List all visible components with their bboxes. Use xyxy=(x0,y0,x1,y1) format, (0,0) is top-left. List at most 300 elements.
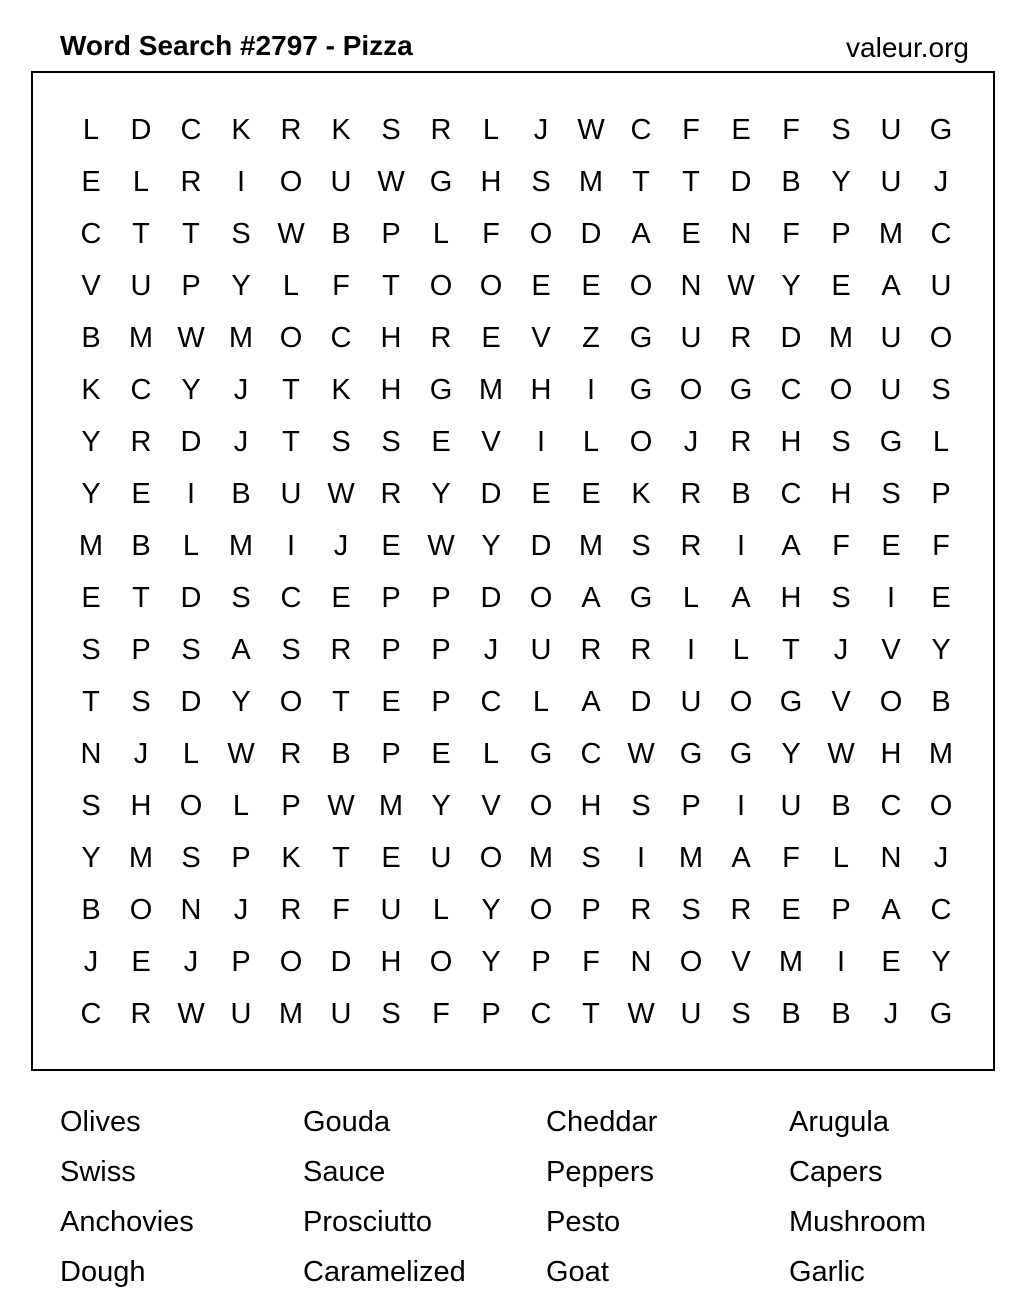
grid-cell[interactable]: W xyxy=(827,737,855,770)
grid-cell[interactable]: P xyxy=(231,841,251,874)
grid-cell[interactable]: F xyxy=(782,217,800,250)
grid-cell[interactable]: U xyxy=(780,789,802,822)
grid-cell[interactable]: P xyxy=(381,217,401,250)
grid-cell[interactable]: B xyxy=(931,685,951,718)
grid-cell[interactable]: U xyxy=(230,997,252,1030)
grid-cell[interactable]: B xyxy=(81,321,101,354)
grid-cell[interactable]: L xyxy=(482,113,500,146)
grid-cell[interactable]: T xyxy=(132,217,150,250)
grid-cell[interactable]: M xyxy=(678,841,704,874)
grid-cell[interactable]: Y xyxy=(831,165,851,198)
grid-cell[interactable]: M xyxy=(578,529,604,562)
grid-cell[interactable]: W xyxy=(377,165,405,198)
grid-cell[interactable]: U xyxy=(130,269,152,302)
grid-cell[interactable]: I xyxy=(836,945,846,978)
grid-cell[interactable]: S xyxy=(531,165,551,198)
grid-cell[interactable]: M xyxy=(478,373,504,406)
grid-cell[interactable]: B xyxy=(331,737,351,770)
grid-cell[interactable]: P xyxy=(931,477,951,510)
grid-cell[interactable]: I xyxy=(886,581,896,614)
grid-cell[interactable]: G xyxy=(729,737,753,770)
grid-cell[interactable]: V xyxy=(531,321,551,354)
grid-cell[interactable]: E xyxy=(131,945,151,978)
grid-cell[interactable]: S xyxy=(381,425,401,458)
grid-cell[interactable]: K xyxy=(631,477,651,510)
grid-cell[interactable]: E xyxy=(431,425,451,458)
grid-cell[interactable]: W xyxy=(727,269,755,302)
grid-cell[interactable]: Y xyxy=(481,529,501,562)
grid-cell[interactable]: O xyxy=(429,945,453,978)
grid-cell[interactable]: E xyxy=(931,581,951,614)
grid-cell[interactable]: R xyxy=(130,425,152,458)
grid-cell[interactable]: W xyxy=(327,789,355,822)
grid-cell[interactable]: Z xyxy=(582,321,600,354)
grid-cell[interactable]: M xyxy=(528,841,554,874)
grid-cell[interactable]: A xyxy=(631,217,651,250)
grid-cell[interactable]: R xyxy=(630,633,652,666)
grid-cell[interactable]: V xyxy=(731,945,751,978)
grid-cell[interactable]: N xyxy=(180,893,202,926)
grid-cell[interactable]: P xyxy=(831,893,851,926)
grid-cell[interactable]: J xyxy=(183,945,199,978)
grid-cell[interactable]: Y xyxy=(231,269,251,302)
grid-cell[interactable]: U xyxy=(880,373,902,406)
grid-cell[interactable]: C xyxy=(930,217,952,250)
grid-cell[interactable]: P xyxy=(131,633,151,666)
grid-cell[interactable]: P xyxy=(581,893,601,926)
grid-cell[interactable]: O xyxy=(279,165,303,198)
grid-cell[interactable]: I xyxy=(686,633,696,666)
grid-cell[interactable]: J xyxy=(833,633,849,666)
grid-cell[interactable]: F xyxy=(932,529,950,562)
grid-cell[interactable]: Y xyxy=(231,685,251,718)
grid-cell[interactable]: U xyxy=(680,685,702,718)
grid-cell[interactable]: H xyxy=(380,373,402,406)
grid-cell[interactable]: T xyxy=(332,841,350,874)
grid-cell[interactable]: M xyxy=(828,321,854,354)
grid-cell[interactable]: H xyxy=(380,945,402,978)
grid-cell[interactable]: Y xyxy=(931,633,951,666)
grid-cell[interactable]: A xyxy=(581,685,601,718)
grid-cell[interactable]: J xyxy=(883,997,899,1030)
grid-cell[interactable]: F xyxy=(682,113,700,146)
grid-cell[interactable]: T xyxy=(282,425,300,458)
grid-cell[interactable]: Y xyxy=(481,893,501,926)
grid-cell[interactable]: J xyxy=(933,165,949,198)
grid-cell[interactable]: T xyxy=(132,581,150,614)
grid-cell[interactable]: J xyxy=(233,893,249,926)
grid-cell[interactable]: G xyxy=(429,165,453,198)
grid-cell[interactable]: Y xyxy=(431,477,451,510)
grid-cell[interactable]: J xyxy=(333,529,349,562)
grid-cell[interactable]: G xyxy=(529,737,553,770)
grid-cell[interactable]: P xyxy=(431,633,451,666)
grid-cell[interactable]: S xyxy=(831,113,851,146)
grid-cell[interactable]: E xyxy=(431,737,451,770)
grid-cell[interactable]: W xyxy=(277,217,305,250)
grid-cell[interactable]: E xyxy=(381,529,401,562)
grid-cell[interactable]: L xyxy=(532,685,550,718)
grid-cell[interactable]: M xyxy=(128,321,154,354)
grid-cell[interactable]: O xyxy=(829,373,853,406)
grid-cell[interactable]: G xyxy=(629,321,653,354)
grid-cell[interactable]: E xyxy=(881,529,901,562)
grid-cell[interactable]: I xyxy=(736,529,746,562)
grid-cell[interactable]: R xyxy=(430,321,452,354)
grid-cell[interactable]: P xyxy=(381,737,401,770)
grid-cell[interactable]: B xyxy=(731,477,751,510)
grid-cell[interactable]: M xyxy=(228,529,254,562)
grid-cell[interactable]: C xyxy=(780,477,802,510)
grid-cell[interactable]: W xyxy=(627,737,655,770)
grid-cell[interactable]: O xyxy=(629,269,653,302)
grid-cell[interactable]: N xyxy=(680,269,702,302)
grid-cell[interactable]: F xyxy=(782,841,800,874)
grid-cell[interactable]: R xyxy=(380,477,402,510)
grid-cell[interactable]: T xyxy=(182,217,200,250)
grid-cell[interactable]: U xyxy=(880,165,902,198)
grid-cell[interactable]: O xyxy=(929,789,953,822)
grid-cell[interactable]: A xyxy=(881,893,901,926)
grid-cell[interactable]: S xyxy=(331,425,351,458)
grid-cell[interactable]: E xyxy=(381,685,401,718)
grid-cell[interactable]: J xyxy=(233,425,249,458)
grid-cell[interactable]: T xyxy=(332,685,350,718)
grid-cell[interactable]: W xyxy=(227,737,255,770)
grid-cell[interactable]: E xyxy=(381,841,401,874)
grid-cell[interactable]: O xyxy=(529,893,553,926)
grid-cell[interactable]: W xyxy=(627,997,655,1030)
grid-cell[interactable]: R xyxy=(430,113,452,146)
grid-cell[interactable]: J xyxy=(683,425,699,458)
grid-cell[interactable]: F xyxy=(332,269,350,302)
grid-cell[interactable]: L xyxy=(132,165,150,198)
grid-cell[interactable]: J xyxy=(133,737,149,770)
grid-cell[interactable]: V xyxy=(831,685,851,718)
grid-cell[interactable]: J xyxy=(933,841,949,874)
grid-cell[interactable]: I xyxy=(236,165,246,198)
grid-cell[interactable]: R xyxy=(730,321,752,354)
grid-cell[interactable]: G xyxy=(629,581,653,614)
grid-cell[interactable]: W xyxy=(577,113,605,146)
grid-cell[interactable]: F xyxy=(582,945,600,978)
grid-cell[interactable]: E xyxy=(481,321,501,354)
grid-cell[interactable]: L xyxy=(282,269,300,302)
grid-cell[interactable]: S xyxy=(681,893,701,926)
grid-cell[interactable]: R xyxy=(580,633,602,666)
grid-cell[interactable]: Y xyxy=(81,841,101,874)
grid-cell[interactable]: V xyxy=(481,425,501,458)
grid-cell[interactable]: S xyxy=(181,633,201,666)
grid-cell[interactable]: V xyxy=(81,269,101,302)
grid-cell[interactable]: A xyxy=(231,633,251,666)
grid-cell[interactable]: J xyxy=(483,633,499,666)
grid-cell[interactable]: U xyxy=(430,841,452,874)
grid-cell[interactable]: A xyxy=(781,529,801,562)
grid-cell[interactable]: S xyxy=(931,373,951,406)
grid-cell[interactable]: F xyxy=(332,893,350,926)
grid-cell[interactable]: A xyxy=(731,581,751,614)
grid-cell[interactable]: P xyxy=(181,269,201,302)
grid-cell[interactable]: O xyxy=(179,789,203,822)
grid-cell[interactable]: N xyxy=(630,945,652,978)
grid-cell[interactable]: R xyxy=(630,893,652,926)
grid-cell[interactable]: R xyxy=(730,893,752,926)
grid-cell[interactable]: J xyxy=(233,373,249,406)
grid-cell[interactable]: P xyxy=(531,945,551,978)
grid-cell[interactable]: H xyxy=(380,321,402,354)
grid-cell[interactable]: H xyxy=(530,373,552,406)
grid-cell[interactable]: E xyxy=(781,893,801,926)
grid-cell[interactable]: F xyxy=(782,113,800,146)
grid-cell[interactable]: W xyxy=(177,321,205,354)
grid-cell[interactable]: T xyxy=(282,373,300,406)
grid-cell[interactable]: D xyxy=(780,321,802,354)
grid-cell[interactable]: E xyxy=(331,581,351,614)
grid-cell[interactable]: R xyxy=(280,893,302,926)
grid-cell[interactable]: D xyxy=(330,945,352,978)
grid-cell[interactable]: N xyxy=(880,841,902,874)
grid-cell[interactable]: N xyxy=(80,737,102,770)
grid-cell[interactable]: P xyxy=(681,789,701,822)
grid-cell[interactable]: C xyxy=(530,997,552,1030)
grid-cell[interactable]: D xyxy=(480,477,502,510)
grid-cell[interactable]: O xyxy=(529,789,553,822)
grid-cell[interactable]: G xyxy=(629,373,653,406)
grid-cell[interactable]: S xyxy=(131,685,151,718)
grid-cell[interactable]: O xyxy=(279,945,303,978)
grid-cell[interactable]: V xyxy=(481,789,501,822)
grid-cell[interactable]: Y xyxy=(181,373,201,406)
grid-cell[interactable]: U xyxy=(280,477,302,510)
grid-cell[interactable]: Y xyxy=(81,425,101,458)
grid-cell[interactable]: B xyxy=(81,893,101,926)
grid-cell[interactable]: R xyxy=(280,113,302,146)
grid-cell[interactable]: O xyxy=(529,581,553,614)
grid-cell[interactable]: G xyxy=(779,685,803,718)
grid-cell[interactable]: U xyxy=(330,165,352,198)
grid-cell[interactable]: G xyxy=(729,373,753,406)
grid-cell[interactable]: L xyxy=(832,841,850,874)
grid-cell[interactable]: D xyxy=(180,581,202,614)
grid-cell[interactable]: T xyxy=(582,997,600,1030)
grid-cell[interactable]: S xyxy=(231,581,251,614)
grid-cell[interactable]: M xyxy=(578,165,604,198)
grid-cell[interactable]: U xyxy=(380,893,402,926)
grid-cell[interactable]: D xyxy=(730,165,752,198)
grid-cell[interactable]: W xyxy=(327,477,355,510)
grid-cell[interactable]: V xyxy=(881,633,901,666)
grid-cell[interactable]: U xyxy=(330,997,352,1030)
grid-cell[interactable]: U xyxy=(680,997,702,1030)
grid-cell[interactable]: K xyxy=(231,113,251,146)
grid-cell[interactable]: B xyxy=(831,789,851,822)
grid-cell[interactable]: J xyxy=(83,945,99,978)
grid-cell[interactable]: R xyxy=(680,529,702,562)
grid-cell[interactable]: O xyxy=(479,269,503,302)
grid-cell[interactable]: B xyxy=(231,477,251,510)
grid-cell[interactable]: S xyxy=(181,841,201,874)
grid-cell[interactable]: C xyxy=(630,113,652,146)
grid-cell[interactable]: K xyxy=(331,113,351,146)
grid-cell[interactable]: O xyxy=(679,373,703,406)
grid-cell[interactable]: S xyxy=(581,841,601,874)
grid-cell[interactable]: O xyxy=(729,685,753,718)
grid-cell[interactable]: P xyxy=(831,217,851,250)
grid-cell[interactable]: U xyxy=(880,113,902,146)
grid-cell[interactable]: S xyxy=(381,113,401,146)
grid-cell[interactable]: W xyxy=(177,997,205,1030)
grid-cell[interactable]: Y xyxy=(481,945,501,978)
grid-cell[interactable]: R xyxy=(280,737,302,770)
grid-cell[interactable]: H xyxy=(130,789,152,822)
grid-cell[interactable]: C xyxy=(130,373,152,406)
grid-cell[interactable]: C xyxy=(80,997,102,1030)
grid-cell[interactable]: H xyxy=(780,581,802,614)
grid-cell[interactable]: P xyxy=(231,945,251,978)
grid-cell[interactable]: L xyxy=(82,113,100,146)
grid-cell[interactable]: S xyxy=(881,477,901,510)
grid-cell[interactable]: L xyxy=(482,737,500,770)
grid-cell[interactable]: A xyxy=(881,269,901,302)
grid-cell[interactable]: S xyxy=(731,997,751,1030)
grid-cell[interactable]: G xyxy=(429,373,453,406)
grid-cell[interactable]: C xyxy=(80,217,102,250)
grid-cell[interactable]: W xyxy=(427,529,455,562)
grid-cell[interactable]: P xyxy=(481,997,501,1030)
grid-cell[interactable]: M xyxy=(778,945,804,978)
grid-cell[interactable]: L xyxy=(182,529,200,562)
grid-cell[interactable]: K xyxy=(331,373,351,406)
grid-cell[interactable]: M xyxy=(228,321,254,354)
grid-cell[interactable]: S xyxy=(831,581,851,614)
grid-cell[interactable]: E xyxy=(731,113,751,146)
grid-cell[interactable]: Y xyxy=(431,789,451,822)
grid-cell[interactable]: T xyxy=(682,165,700,198)
grid-cell[interactable]: S xyxy=(831,425,851,458)
grid-cell[interactable]: I xyxy=(286,529,296,562)
grid-cell[interactable]: G xyxy=(929,997,953,1030)
grid-cell[interactable]: G xyxy=(929,113,953,146)
grid-cell[interactable]: B xyxy=(781,997,801,1030)
grid-cell[interactable]: R xyxy=(730,425,752,458)
grid-cell[interactable]: E xyxy=(881,945,901,978)
grid-cell[interactable]: R xyxy=(680,477,702,510)
grid-cell[interactable]: H xyxy=(480,165,502,198)
grid-cell[interactable]: O xyxy=(679,945,703,978)
grid-cell[interactable]: A xyxy=(731,841,751,874)
grid-cell[interactable]: L xyxy=(432,893,450,926)
grid-cell[interactable]: I xyxy=(736,789,746,822)
grid-cell[interactable]: E xyxy=(581,269,601,302)
grid-cell[interactable]: D xyxy=(180,425,202,458)
grid-cell[interactable]: T xyxy=(632,165,650,198)
grid-cell[interactable]: S xyxy=(81,633,101,666)
grid-cell[interactable]: D xyxy=(130,113,152,146)
grid-cell[interactable]: B xyxy=(131,529,151,562)
grid-cell[interactable]: U xyxy=(530,633,552,666)
grid-cell[interactable]: K xyxy=(281,841,301,874)
grid-cell[interactable]: O xyxy=(279,321,303,354)
grid-cell[interactable]: C xyxy=(580,737,602,770)
grid-cell[interactable]: P xyxy=(281,789,301,822)
grid-cell[interactable]: D xyxy=(530,529,552,562)
grid-cell[interactable]: C xyxy=(180,113,202,146)
grid-cell[interactable]: K xyxy=(81,373,101,406)
grid-cell[interactable]: E xyxy=(831,269,851,302)
grid-cell[interactable]: L xyxy=(232,789,250,822)
grid-cell[interactable]: P xyxy=(431,685,451,718)
grid-cell[interactable]: E xyxy=(131,477,151,510)
grid-cell[interactable]: Y xyxy=(781,737,801,770)
grid-cell[interactable]: E xyxy=(531,477,551,510)
grid-cell[interactable]: L xyxy=(432,217,450,250)
grid-cell[interactable]: F xyxy=(432,997,450,1030)
grid-cell[interactable]: M xyxy=(128,841,154,874)
grid-cell[interactable]: S xyxy=(81,789,101,822)
grid-cell[interactable]: C xyxy=(780,373,802,406)
grid-cell[interactable]: E xyxy=(581,477,601,510)
grid-cell[interactable]: U xyxy=(880,321,902,354)
grid-cell[interactable]: R xyxy=(330,633,352,666)
grid-cell[interactable]: T xyxy=(82,685,100,718)
grid-cell[interactable]: T xyxy=(382,269,400,302)
grid-cell[interactable]: E xyxy=(681,217,701,250)
grid-cell[interactable]: S xyxy=(631,529,651,562)
grid-cell[interactable]: E xyxy=(81,165,101,198)
grid-cell[interactable]: D xyxy=(180,685,202,718)
grid-cell[interactable]: C xyxy=(280,581,302,614)
grid-cell[interactable]: H xyxy=(830,477,852,510)
grid-cell[interactable]: C xyxy=(330,321,352,354)
grid-cell[interactable]: O xyxy=(479,841,503,874)
grid-cell[interactable]: L xyxy=(932,425,950,458)
grid-cell[interactable]: G xyxy=(679,737,703,770)
grid-cell[interactable]: I xyxy=(536,425,546,458)
grid-cell[interactable]: Y xyxy=(81,477,101,510)
grid-cell[interactable]: E xyxy=(81,581,101,614)
grid-cell[interactable]: M xyxy=(278,997,304,1030)
grid-cell[interactable]: B xyxy=(331,217,351,250)
grid-cell[interactable]: I xyxy=(186,477,196,510)
grid-cell[interactable]: Y xyxy=(931,945,951,978)
grid-cell[interactable]: L xyxy=(582,425,600,458)
grid-cell[interactable]: H xyxy=(580,789,602,822)
grid-cell[interactable]: O xyxy=(279,685,303,718)
grid-cell[interactable]: O xyxy=(629,425,653,458)
grid-cell[interactable]: H xyxy=(780,425,802,458)
grid-cell[interactable]: C xyxy=(880,789,902,822)
grid-cell[interactable]: S xyxy=(231,217,251,250)
grid-cell[interactable]: M xyxy=(378,789,404,822)
grid-cell[interactable]: D xyxy=(630,685,652,718)
grid-cell[interactable]: P xyxy=(381,633,401,666)
grid-cell[interactable]: B xyxy=(831,997,851,1030)
grid-cell[interactable]: F xyxy=(482,217,500,250)
grid-cell[interactable]: A xyxy=(581,581,601,614)
grid-cell[interactable]: O xyxy=(529,217,553,250)
grid-cell[interactable]: I xyxy=(636,841,646,874)
grid-cell[interactable]: H xyxy=(880,737,902,770)
grid-cell[interactable]: J xyxy=(533,113,549,146)
grid-cell[interactable]: P xyxy=(431,581,451,614)
grid-cell[interactable]: I xyxy=(586,373,596,406)
grid-cell[interactable]: O xyxy=(429,269,453,302)
grid-cell[interactable]: C xyxy=(480,685,502,718)
grid-cell[interactable]: U xyxy=(930,269,952,302)
grid-cell[interactable]: M xyxy=(78,529,104,562)
grid-cell[interactable]: L xyxy=(682,581,700,614)
